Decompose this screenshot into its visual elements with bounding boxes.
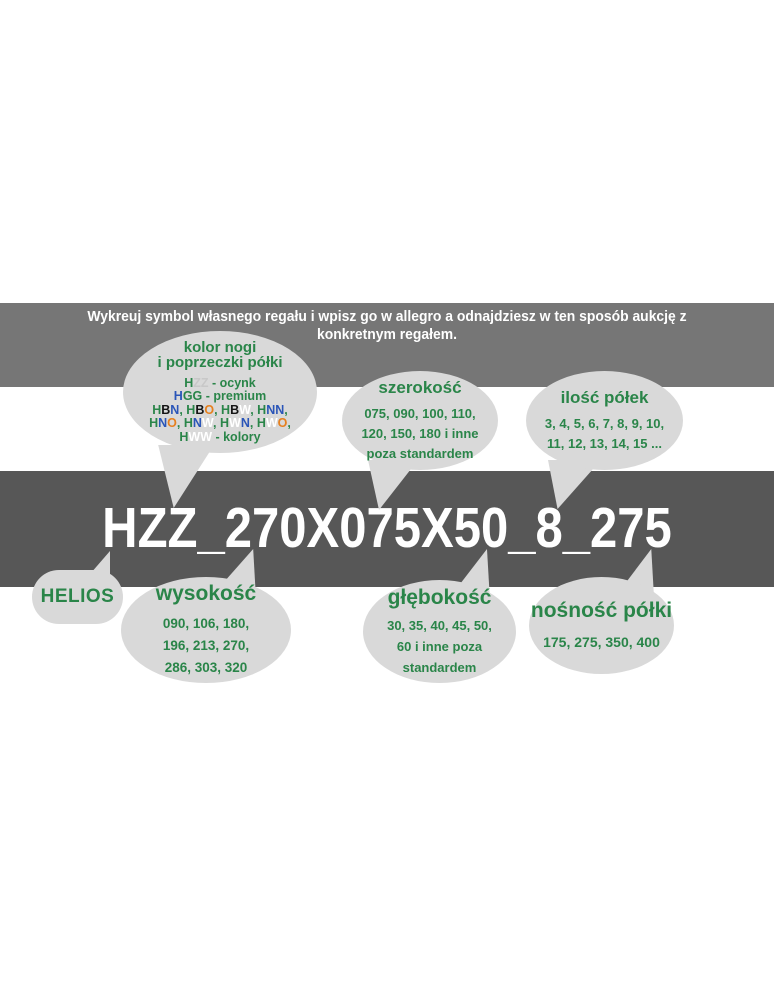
code-letter: H — [221, 402, 231, 417]
bubble-depth — [363, 580, 516, 683]
code-letter: W — [265, 416, 278, 431]
height-values-line: 196, 213, 270, — [162, 637, 250, 653]
code-letter: H — [257, 402, 267, 417]
bubble-depth-values — [387, 615, 492, 678]
code-letter: H — [152, 402, 162, 417]
bubble-leg-color-title-line1: kolor nogi — [183, 338, 257, 356]
code-letter: H — [149, 416, 159, 431]
depth-values-line: standardem — [402, 659, 477, 675]
code-letter: H — [173, 389, 183, 404]
code-letter: H — [183, 416, 193, 431]
code-letter: H — [179, 429, 189, 444]
code-letter: W — [239, 402, 251, 417]
code-letter: W — [201, 416, 214, 431]
bubble-leg-color-title — [157, 340, 282, 370]
code-letter: O — [167, 416, 177, 431]
code-letter: - premium — [202, 389, 267, 404]
bubble-shelf-count-values — [545, 414, 664, 454]
code-letter: , — [213, 416, 220, 431]
product-symbol: HZZ_270X075X50_8_275 — [102, 496, 672, 560]
color-code-list — [149, 377, 291, 445]
bubble-shelf-load — [529, 577, 674, 674]
bubble-height-values — [163, 613, 249, 679]
color-code-line — [149, 417, 291, 431]
bubble-shelf-count-title: ilość półek — [560, 387, 649, 407]
bubble-height — [121, 577, 291, 683]
headline-line-2: konkretnym regałem. — [316, 327, 458, 343]
code-letter: ZZ — [193, 375, 209, 390]
code-letter: N — [170, 402, 180, 417]
headline — [15, 303, 758, 344]
color-code-line — [149, 390, 291, 404]
bubble-depth-title: głębokość — [387, 585, 492, 609]
code-letter: H — [184, 375, 194, 390]
shelf-count-values-line: 11, 12, 13, 14, 15 ... — [547, 435, 662, 451]
height-values-line: 090, 106, 180, — [162, 615, 250, 631]
code-letter: W — [229, 416, 241, 431]
bubble-height-title: wysokość — [155, 581, 257, 605]
code-letter: N — [240, 416, 250, 431]
code-letter: B — [230, 402, 240, 417]
code-letter: O — [277, 416, 288, 431]
code-letter: - ocynk — [208, 375, 256, 390]
depth-values-line: 60 i inne poza — [396, 638, 483, 654]
color-code-line — [149, 431, 291, 445]
color-code-line — [149, 377, 291, 391]
code-letter: WW — [188, 429, 212, 444]
code-letter: H — [219, 416, 230, 431]
code-letter: , — [249, 416, 257, 431]
code-letter: , — [214, 402, 222, 417]
code-letter: B — [195, 402, 205, 417]
bubble-shelf-count — [526, 371, 683, 470]
code-letter: H — [186, 402, 196, 417]
code-letter: , — [179, 402, 187, 417]
shelf-load-values-line: 175, 275, 350, 400 — [543, 634, 660, 650]
color-code-line — [149, 404, 291, 418]
headline-line-1: Wykreuj symbol własnego regału i wpisz go w allegro a odnajdziesz w ten sposób aukcję z — [87, 309, 687, 325]
bubble-shelf-load-title: nośność półki — [530, 599, 673, 622]
bubble-width-title: szerokość — [378, 377, 462, 397]
width-values-line: 075, 090, 100, 110, — [364, 405, 476, 421]
bubble-brand — [32, 570, 123, 624]
shelf-count-values-line: 3, 4, 5, 6, 7, 8, 9, 10, — [544, 415, 665, 431]
code-letter: N — [192, 416, 202, 431]
brand-label: HELIOS — [40, 586, 115, 607]
bubble-leg-color — [123, 331, 317, 453]
code-letter: GG — [182, 389, 203, 404]
code-letter: NN — [266, 402, 285, 417]
width-values-line: 120, 150, 180 i inne — [361, 425, 479, 441]
code-letter: O — [204, 402, 215, 417]
height-values-line: 286, 303, 320 — [164, 659, 248, 675]
code-letter: , — [287, 416, 291, 431]
code-letter: N — [158, 416, 168, 431]
code-letter: - kolory — [212, 429, 261, 444]
code-letter: , — [250, 402, 258, 417]
bubble-leg-color-title-line2: i poprzeczki półki — [157, 353, 283, 371]
depth-values-line: 30, 35, 40, 45, 50, — [387, 617, 492, 633]
code-letter: B — [161, 402, 171, 417]
code-letter: , — [284, 402, 288, 417]
width-values-line: poza standardem — [366, 445, 474, 461]
bubble-shelf-load-values — [543, 632, 660, 652]
code-letter: H — [256, 416, 266, 431]
code-letter: , — [176, 416, 184, 431]
bubble-width — [342, 371, 498, 470]
bubble-width-values — [361, 404, 478, 464]
